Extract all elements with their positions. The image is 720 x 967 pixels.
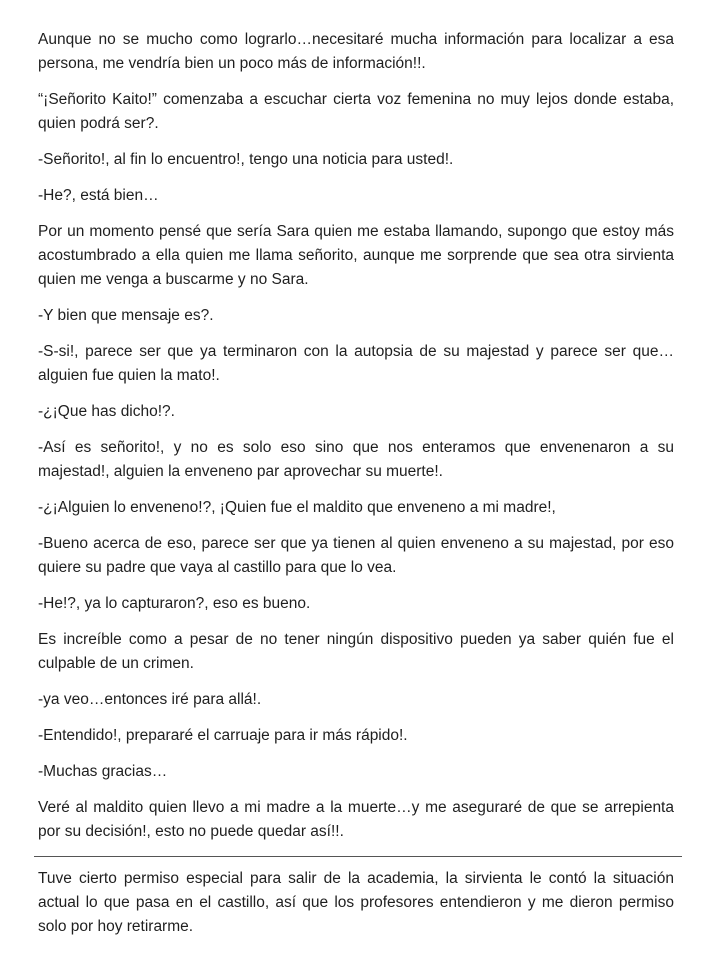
- paragraph: -Así es señorito!, y no es solo eso sino que nos enteramos que envenenaron a su majestad!, alguien la enveneno par aprovechar su muerte!.: [38, 439, 674, 480]
- paragraph: -Muchas gracias…: [38, 763, 168, 780]
- paragraph: “¡Señorito Kaito!” comenzaba a escuchar cierta voz femenina no muy lejos donde estaba, quien podrá ser?.: [38, 91, 674, 132]
- paragraph: Es increíble como a pesar de no tener ningún dispositivo pueden ya saber quién fue el culpable de un crimen.: [38, 631, 674, 672]
- paragraph: -Bueno acerca de eso, parece ser que ya tienen al quien enveneno a su majestad, por eso quiere su padre que vaya al castillo para que lo vea.: [38, 535, 674, 576]
- paragraph: -He?, está bien…: [38, 187, 159, 204]
- paragraph: -¿¡Alguien lo enveneno!?, ¡Quien fue el maldito que enveneno a mi madre!,: [38, 499, 556, 516]
- paragraph: Veré al maldito quien llevo a mi madre a la muerte…y me aseguraré de que se arrepienta por su decisión!, esto no puede quedar así!!.: [38, 799, 674, 840]
- paragraph: -ya veo…entonces iré para allá!.: [38, 691, 262, 708]
- section-divider: [34, 856, 682, 857]
- paragraph: Tuve cierto permiso especial para salir de la academia, la sirvienta le contó la situación actual lo que pasa en el castillo, así que los profesores entendieron y me dieron permiso solo por hoy retirarme.: [38, 870, 674, 935]
- paragraph: -¿¡Que has dicho!?.: [38, 403, 175, 420]
- paragraph: -Señorito!, al fin lo encuentro!, tengo una noticia para usted!.: [38, 151, 454, 168]
- paragraph: Por un momento pensé que sería Sara quien me estaba llamando, supongo que estoy más acostumbrado a ella quien me llama señorito, aunque me sorprende que sea otra sirvienta quien me venga a buscarme y no Sara.: [38, 223, 674, 288]
- paragraph: -S-si!, parece ser que ya terminaron con la autopsia de su majestad y parece ser que…alguien fue quien la mato!.: [38, 343, 674, 384]
- paragraph: -He!?, ya lo capturaron?, eso es bueno.: [38, 595, 311, 612]
- paragraph: Aunque no se mucho como lograrlo…necesitaré mucha información para localizar a esa persona, me vendría bien un poco más de información!!.: [38, 31, 674, 72]
- paragraph: -Entendido!, prepararé el carruaje para ir más rápido!.: [38, 727, 408, 744]
- paragraph: -Y bien que mensaje es?.: [38, 307, 214, 324]
